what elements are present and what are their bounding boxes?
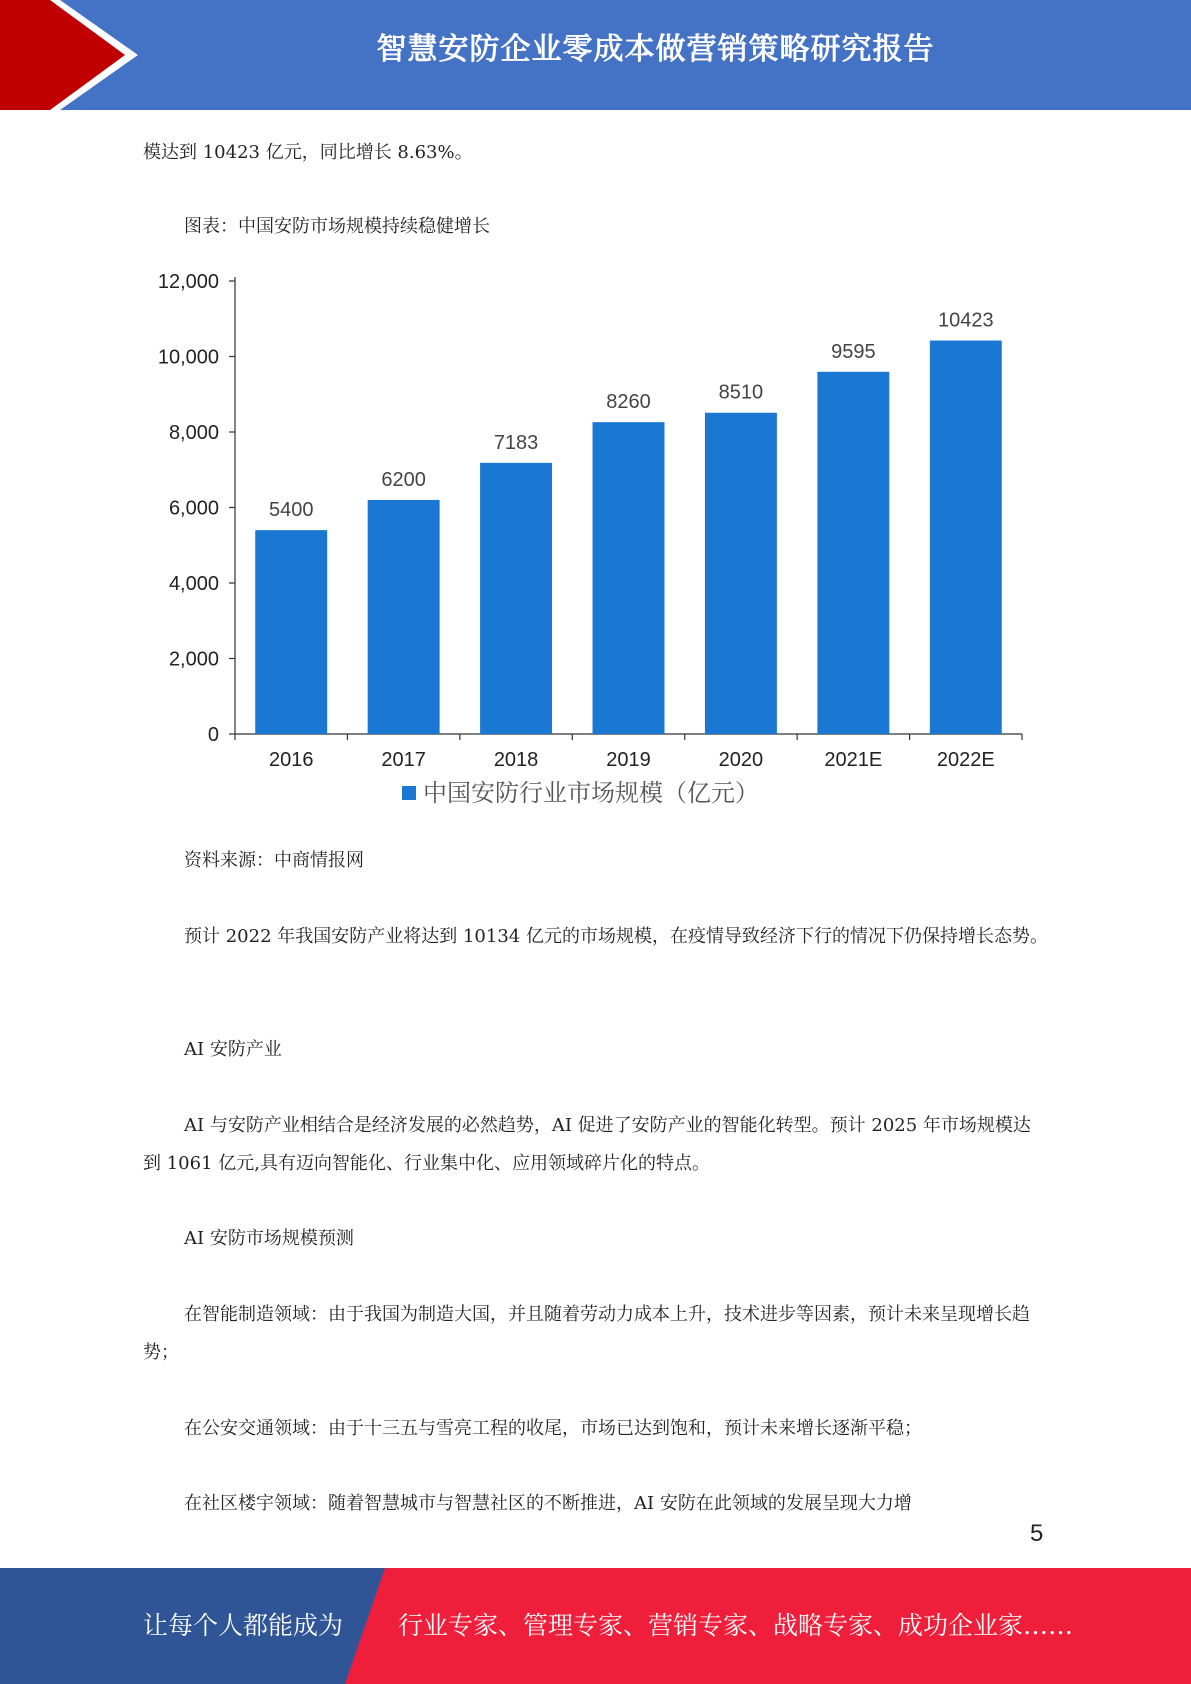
legend-label: 中国安防行业市场规模（亿元） — [423, 780, 759, 807]
bar-2018 — [480, 463, 552, 734]
bar-2021E — [817, 372, 889, 734]
source-note: 资料来源：中商情报网 — [184, 850, 364, 871]
bar-2016 — [255, 530, 327, 734]
bar-2019 — [593, 422, 665, 734]
bar-2020 — [705, 413, 777, 734]
data-label-2021E: 9595 — [831, 340, 876, 363]
y-tick-label: 4,000 — [168, 573, 219, 595]
x-tick-label-2016: 2016 — [268, 749, 314, 771]
market-size-bar-chart — [130, 255, 1030, 835]
page-footer — [0, 1568, 1191, 1684]
x-tick-label-2021E: 2021E — [824, 749, 883, 771]
chart-legend — [402, 780, 759, 807]
y-tick-label: 8,000 — [168, 422, 219, 444]
y-tick-label: 6,000 — [168, 497, 219, 520]
legend-swatch — [402, 786, 416, 800]
bar-2017 — [368, 500, 440, 734]
section-heading-ai-market-forecast: AI 安防市场规模预测 — [184, 1228, 354, 1249]
paragraph-6: 在社区楼宇领域：随着智慧城市与智慧社区的不断推进，AI 安防在此领域的发展呈现大力增 — [184, 1493, 912, 1514]
paragraph-3: AI 与安防产业相结合是经济发展的必然趋势，AI 促进了安防产业的智能化转型。预计 2025 年市场规模达到 1061 亿元,具有迈向智能化、行业集中化、应用领域碎片化的特点。 — [143, 1115, 1031, 1174]
paragraph-1: 模达到 10423 亿元，同比增长 8.63%。 — [143, 142, 473, 163]
paragraph-2: 预计 2022 年我国安防产业将达到 10134 亿元的市场规模，在疫情导致经济下行的情况下仍保持增长态势。 — [184, 926, 1048, 947]
data-label-2018: 7183 — [493, 431, 539, 454]
header-title: 智慧安防企业零成本做营销策略研究报告 — [376, 32, 935, 67]
x-tick-label-2018: 2018 — [493, 749, 539, 771]
data-label-2019: 8260 — [606, 391, 651, 414]
data-label-2022E: 10423 — [937, 309, 994, 332]
y-tick-label: 12,000 — [157, 271, 219, 293]
data-label-2017: 6200 — [381, 468, 426, 491]
page-number: 5 — [1030, 1520, 1044, 1547]
data-label-2016: 5400 — [268, 499, 314, 522]
x-tick-label-2022E: 2022E — [936, 749, 995, 771]
footer-slogan-left: 让每个人都能成为 — [143, 1611, 344, 1640]
bar-2022E — [930, 341, 1002, 734]
data-label-2020: 8510 — [718, 381, 764, 404]
paragraph-5: 在公安交通领域：由于十三五与雪亮工程的收尾，市场已达到饱和，预计未来增长逐渐平稳； — [184, 1418, 922, 1439]
y-tick-label: 2,000 — [168, 648, 219, 671]
y-tick-label: 10,000 — [157, 346, 219, 369]
footer-slogan-right: 行业专家、管理专家、营销专家、战略专家、成功企业家…… — [398, 1611, 1074, 1640]
chart-caption: 图表：中国安防市场规模持续稳健增长 — [184, 216, 490, 237]
x-tick-label-2019: 2019 — [606, 749, 651, 771]
paragraph-4: 在智能制造领域：由于我国为制造大国，并且随着劳动力成本上升，技术进步等因素，预计未来呈现增长趋势； — [143, 1304, 1030, 1363]
section-heading-ai-security: AI 安防产业 — [184, 1039, 282, 1060]
x-tick-label-2020: 2020 — [718, 749, 764, 771]
x-tick-label-2017: 2017 — [381, 749, 426, 771]
y-tick-label: 0 — [207, 724, 219, 746]
page-header — [0, 0, 1191, 110]
